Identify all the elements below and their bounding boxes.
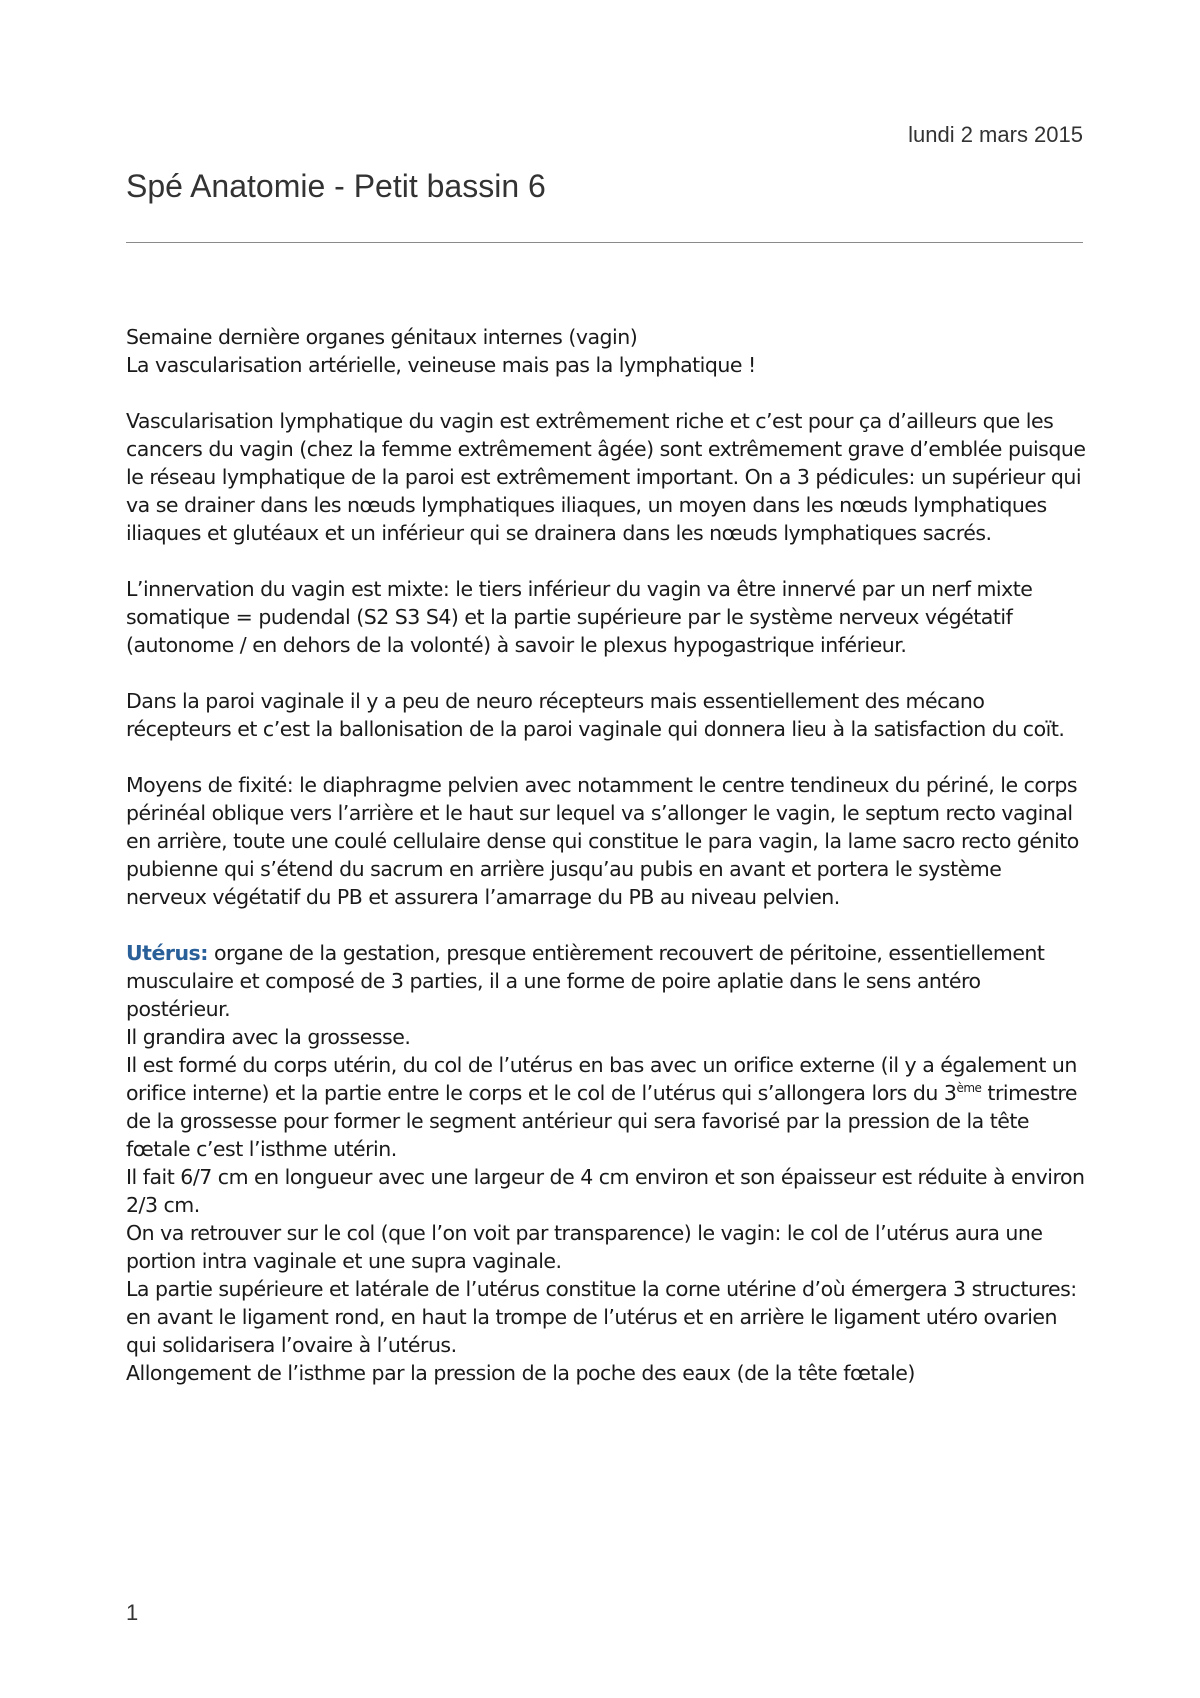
intro-line-1: Semaine dernière organes génitaux internes (vagin)	[126, 325, 638, 349]
header-date: lundi 2 mars 2015	[908, 122, 1083, 147]
uterus-grow-line: Il grandira avec la grossesse.	[126, 1025, 411, 1049]
lymphatic-paragraph: Vascularisation lymphatique du vagin est extrêmement riche et c’est pour ça d’ailleurs que les cancers du vagin (chez la femme extrêmement âgée) sont extrêmement grave d’emblée puisque le réseau lymphatique de la paroi est extrêmement important. On a 3 pédicules: un supérieur qui va se drainer dans les nœuds lymphatiques iliaques, un moyen dans les nœuds lymphatiques iliaques et glutéaux et un inférieur qui se drainera dans les nœuds lymphatiques sacrés.	[126, 409, 1086, 545]
page-number: 1	[126, 1600, 139, 1625]
innervation-paragraph: L’innervation du vagin est mixte: le tiers inférieur du vagin va être innervé par un nerf mixte somatique = pudendal (S2 S3 S4) et la partie supérieure par le système nerveux végétatif (autonome / en dehors de la volonté) à savoir le plexus hypogastrique inférieur.	[126, 577, 1033, 657]
uterus-size-line: Il fait 6/7 cm en longueur avec une largeur de 4 cm environ et son épaisseur est réduite à environ 2/3 cm.	[126, 1165, 1085, 1217]
uterus-formed-text-b: trimestre de la grossesse pour former le segment antérieur qui sera favorisé par la pression de la tête fœtale c’est l’isthme utérin.	[126, 1081, 1077, 1161]
title-divider	[126, 242, 1083, 243]
uterus-col-line: On va retrouver sur le col (que l’on voit par transparence) le vagin: le col de l’utérus aura une portion intra vaginale et une supra vaginale.	[126, 1221, 1043, 1273]
fixity-paragraph: Moyens de fixité: le diaphragme pelvien avec notamment le centre tendineux du périné, le corps périnéal oblique vers l’arrière et le haut sur lequel va s’allonger le vagin, le septum recto vaginal en arrière, toute une coulé cellulaire dense qui constitue le para vagin, la lame sacro recto génito pubienne qui s’étend du sacrum en arrière jusqu’au pubis en avant et portera le système nerveux végétatif du PB et assurera l’amarrage du PB au niveau pelvien.	[126, 773, 1079, 909]
uterus-formed-text-a: Il est formé du corps utérin, du col de l’utérus en bas avec un orifice externe (il y a également un orifice interne) et la partie entre le corps et le col de l’utérus qui s’allongera lors du 3	[126, 1053, 1077, 1105]
ordinal-superscript: ème	[956, 1081, 982, 1096]
intro-paragraph	[126, 323, 1086, 379]
intro-line-2: La vascularisation artérielle, veineuse mais pas la lymphatique !	[126, 353, 756, 377]
uterus-definition-paragraph	[126, 939, 1086, 1023]
page-title: Spé Anatomie - Petit bassin 6	[126, 168, 546, 204]
uterus-heading: Utérus:	[126, 941, 208, 965]
uterus-corne-line: La partie supérieure et latérale de l’utérus constitue la corne utérine d’où émergera 3 structures: en avant le ligament rond, en haut la trompe de l’utérus et en arrière le ligament utéro ovarien qui solidarisera l’ovaire à l’utérus.	[126, 1277, 1077, 1357]
receptors-paragraph: Dans la paroi vaginale il y a peu de neuro récepteurs mais essentiellement des mécano récepteurs et c’est la ballonisation de la paroi vaginale qui donnera lieu à la satisfaction du coït.	[126, 689, 1065, 741]
uterus-definition: organe de la gestation, presque entièrement recouvert de péritoine, essentiellement musculaire et composé de 3 parties, il a une forme de poire aplatie dans le sens antéro postérieur.	[126, 941, 1045, 1021]
uterus-formed-paragraph	[126, 1051, 1086, 1163]
uterus-isthme-line: Allongement de l’isthme par la pression de la poche des eaux (de la tête fœtale)	[126, 1361, 915, 1385]
document-body	[126, 323, 1086, 1387]
